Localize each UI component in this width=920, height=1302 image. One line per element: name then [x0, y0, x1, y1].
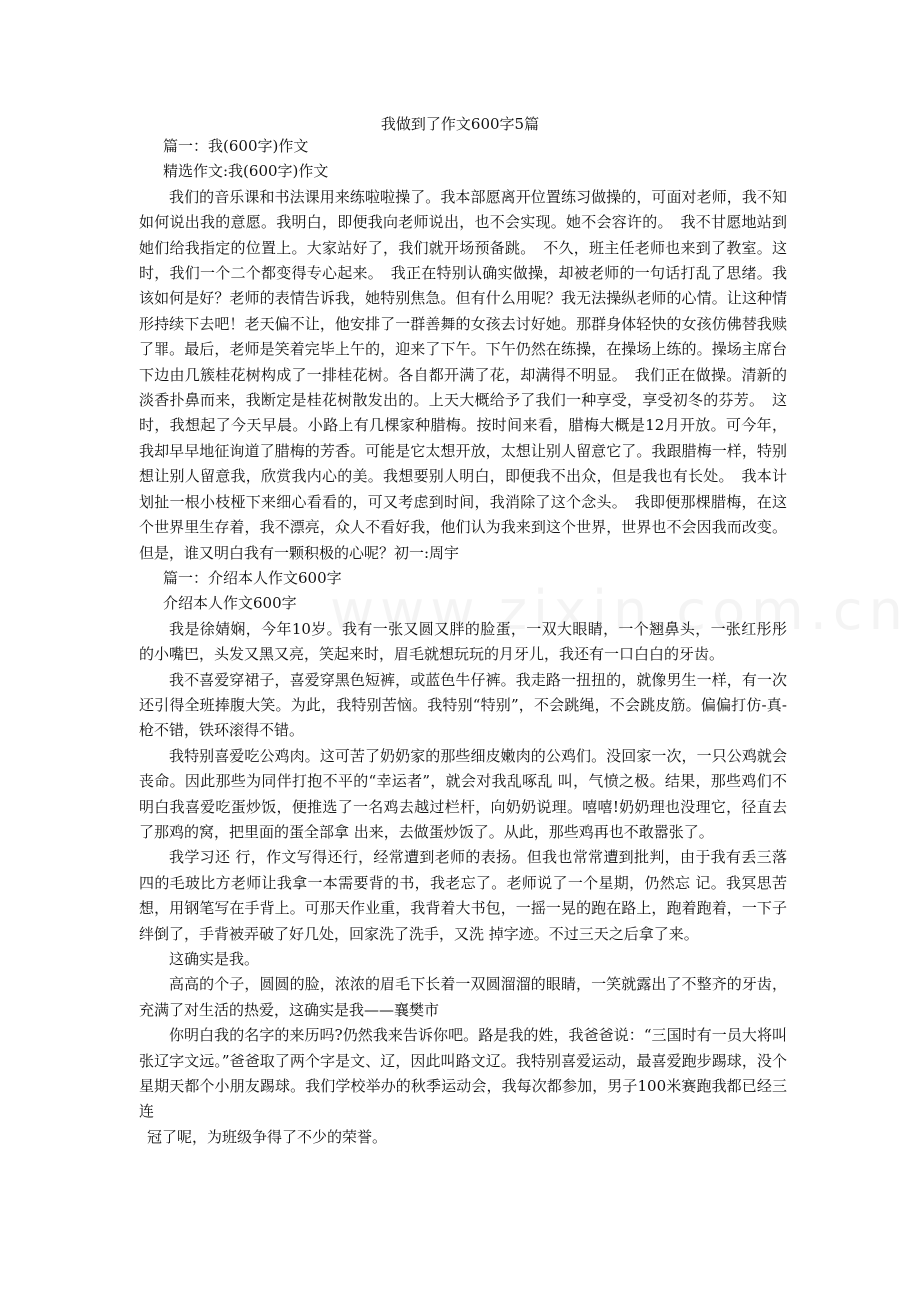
paragraph: 高高的个子，圆圆的脸，浓浓的眉毛下长着一双圆溜溜的眼睛，一笑就露出了不整齐的牙齿，充满了对生活的热爱，这确实是我——襄樊市: [139, 975, 787, 1019]
section-heading: 篇一：我(600字)作文: [163, 137, 309, 155]
section-subheading: 精选作文:我(600字)作文: [163, 162, 329, 181]
document-title: 我做到了作文600字5篇: [380, 115, 540, 133]
section-subheading: 介绍本人作文600字: [163, 594, 297, 613]
paragraph: 我学习还 行，作文写得还行，经常遭到老师的表扬。但我也常常遭到批判，由于我有丢三落四的毛玻比方老师让我拿一本需要背的书，我老忘了。老师说了一个星期，仍然忘 记。我冥思苦想，用钢笔写在手背上。可那天作业重，我背着大书包，一摇一晃的跑在路上，跑着跑着，一下子绊倒了，手背被弄破了好几处，回家洗了洗手，又洗 掉字迹。不过三天之后拿了来。: [139, 848, 787, 943]
paragraph: 我们的音乐课和书法课用来练啦啦操了。我本部愿离开位置练习做操的，可面对老师，我不知如何说出我的意愿。我明白，即便我向老师说出，也不会实现。她不会容许的。 我不甘愿地站到她们给我指定的位置上。大家站好了，我们就开场预备跳。 不久，班主任老师也来到了教室。这时，我们一个二个都变得专心起来。 我正在特别认确实做操，却被老师的一句话打乱了思绪。我该如何是好？老师的表情告诉我，她特别焦急。但有什么用呢？我无法操纵老师的心情。让这种情形持续下去吧！老天偏不让，他安排了一群善舞的女孩去讨好她。那群身体轻快的女孩仿佛替我赎了罪。最后，老师是笑着完毕上午的，迎来了下午。下午仍然在练操，在操场上练的。操场主席台下边由几簇桂花树构成了一排桂花树。各自都开满了花，却满得不明显。 我们正在做操。清新的淡香扑鼻而来，我断定是桂花树散发出的。上天大概给予了我们一种享受，享受初冬的芬芳。 这时，我想起了今天早晨。小路上有几棵家种腊梅。按时间来看，腊梅大概是12月开放。可今年，我却早早地征询道了腊梅的芳香。可能是它太想开放，太想让别人留意它了。我跟腊梅一样，特别想让别人留意我，欣赏我内心的美。我想要别人明白，即便我不出众，但是我也有长处。 我本计划扯一根小枝桠下来细心看看的，可又考虑到时间，我消除了这个念头。 我即便那棵腊梅，在这个世界里生存着，我不漂亮，众人不看好我，他们认为我来到这个世界，世界也不会因我而改变。但是，谁又明白我有一颗积极的心呢？初一:周宇: [139, 187, 787, 562]
paragraph: 我是徐婧娴，今年10岁。我有一张又圆又胖的脸蛋，一双大眼睛，一个翘鼻头，一张红彤彤的小嘴巴，头发又黑又亮，笑起来时，眉毛就想玩玩的月牙儿，我还有一口白白的牙齿。: [139, 619, 787, 664]
paragraph: 我特别喜爱吃公鸡肉。这可苦了奶奶家的那些细皮嫩肉的公鸡们。没回家一次，一只公鸡就会丧命。因此那些为同伴打抱不平的“幸运者”，就会对我乱啄乱 叫，气愤之极。结果，那些鸡们不明白我喜爱吃蛋炒饭，便推选了一名鸡去越过栏杆，向奶奶说理。嘻嘻!奶奶理也没理它，径直去了那鸡的窝，把里面的蛋全部拿 出来，去做蛋炒饭了。从此，那些鸡再也不敢嚣张了。: [139, 746, 787, 841]
section-heading: 篇一：介绍本人作文600字: [163, 568, 342, 587]
paragraph: 这确实是我。: [169, 950, 260, 968]
paragraph: 你明白我的名字的来历吗?仍然我来告诉你吧。路是我的姓，我爸爸说：“三国时有一员大将叫张辽字文远。”爸爸取了两个字是文、辽，因此叫路文辽。我特别喜爱运动，最喜爱跑步踢球，没个星期天都个小朋友踢球。我们学校举办的秋季运动会，我每次都参加，男子100米赛跑我都已经三连: [139, 1026, 787, 1121]
document-body: [139, 134, 787, 1150]
paragraph: 冠了呢，为班级争得了不少的荣誉。: [147, 1127, 388, 1146]
paragraph: 我不喜爱穿裙子，喜爱穿黑色短裤，或蓝色牛仔裤。我走路一扭扭的，就像男生一样，有一次还引得全班捧腹大笑。为此，我特别苦恼。我特别“特别”，不会跳绳，不会跳皮筋。偏偏打仿-真-枪不错，铁环滚得不错。: [139, 670, 787, 740]
